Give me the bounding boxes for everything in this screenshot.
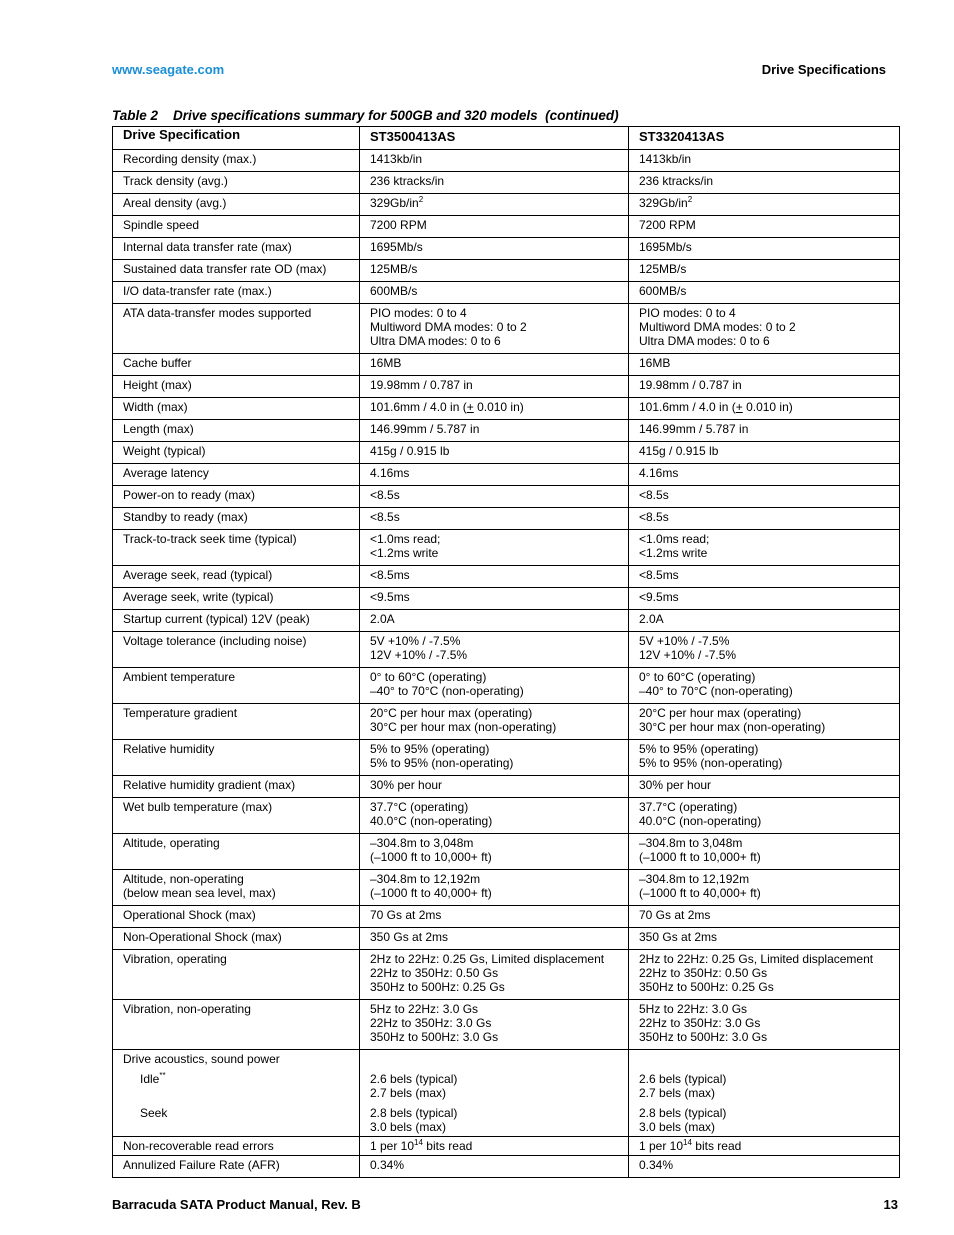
value-cell	[629, 704, 900, 740]
spec-cell: Width (max)	[113, 398, 360, 420]
value-cell	[360, 834, 629, 870]
table-row	[113, 906, 900, 928]
table-row	[113, 632, 900, 668]
column-header: ST3320413AS	[629, 127, 900, 150]
value-cell	[629, 150, 900, 172]
spec-cell	[113, 1050, 360, 1137]
spec-label: (below mean sea level, max)	[123, 886, 276, 900]
value-line: (–1000 ft to 40,000+ ft)	[370, 886, 492, 900]
value-text: <8.5s	[639, 488, 669, 502]
value-line: 5% to 95% (operating)	[639, 742, 759, 756]
value-cell	[629, 776, 900, 798]
seek-label: Seek	[140, 1106, 168, 1120]
value-line: 5V +10% / -7.5%	[370, 634, 461, 648]
value-line: 5V +10% / -7.5%	[639, 634, 730, 648]
spec-cell: Altitude, operating	[113, 834, 360, 870]
spec-cell: Average seek, write (typical)	[113, 588, 360, 610]
value-line: –304.8m to 3,048m	[639, 836, 743, 850]
value-cell	[629, 376, 900, 398]
table-row	[113, 1137, 900, 1156]
value-text: 600MB/s	[639, 284, 687, 298]
spec-cell: Length (max)	[113, 420, 360, 442]
value-cell	[629, 194, 900, 216]
value-cell	[360, 216, 629, 238]
value-cell	[360, 704, 629, 740]
value-line: <1.0ms read;	[370, 532, 441, 546]
table-caption: Table 2 Drive specifications summary for 500GB and 320 models (continued)	[112, 108, 619, 123]
value-text: 600MB/s	[370, 284, 418, 298]
value-cell	[360, 398, 629, 420]
value-line: 2.6 bels (typical)	[639, 1072, 727, 1086]
value-cell	[360, 566, 629, 588]
value-cell	[360, 238, 629, 260]
value-cell	[629, 834, 900, 870]
value-text: 415g / 0.915 lb	[639, 444, 719, 458]
value-line: <1.0ms read;	[639, 532, 710, 546]
column-header: Drive Specification	[113, 127, 360, 150]
spec-cell: Operational Shock (max)	[113, 906, 360, 928]
value-cell	[360, 442, 629, 464]
value-cell	[360, 632, 629, 668]
table-row	[113, 870, 900, 906]
value-line: 22Hz to 350Hz: 3.0 Gs	[370, 1016, 492, 1030]
table-row	[113, 420, 900, 442]
spec-cell: Internal data transfer rate (max)	[113, 238, 360, 260]
spec-cell: Temperature gradient	[113, 704, 360, 740]
value-text: 19.98mm / 0.787 in	[370, 378, 473, 392]
value-cell	[629, 928, 900, 950]
value-cell	[629, 566, 900, 588]
value-cell	[360, 464, 629, 486]
value-text: <8.5ms	[639, 568, 679, 582]
value-cell	[360, 906, 629, 928]
value-cell	[360, 172, 629, 194]
value-cell	[629, 486, 900, 508]
spec-cell: Non-recoverable read errors	[113, 1137, 360, 1156]
value-cell	[629, 172, 900, 194]
value-text: <9.5ms	[639, 590, 679, 604]
superscript: 2	[687, 195, 693, 204]
value-text: 1413kb/in	[370, 152, 423, 166]
value-text: 0.010 in)	[742, 400, 793, 414]
table-row	[113, 566, 900, 588]
value-cell	[629, 354, 900, 376]
spec-cell: Spindle speed	[113, 216, 360, 238]
value-line: 3.0 bels (max)	[639, 1120, 716, 1134]
value-line: Ultra DMA modes: 0 to 6	[639, 334, 770, 348]
value-text: 1413kb/in	[639, 152, 692, 166]
value-line: 37.7°C (operating)	[370, 800, 469, 814]
value-cell	[360, 588, 629, 610]
value-line: 5% to 95% (non-operating)	[639, 756, 783, 770]
value-cell	[629, 238, 900, 260]
value-cell	[629, 464, 900, 486]
section-title: Drive Specifications	[761, 62, 886, 77]
table-row	[113, 464, 900, 486]
table-row	[113, 486, 900, 508]
spec-cell: Cache buffer	[113, 354, 360, 376]
table-row	[113, 928, 900, 950]
value-cell: 1 per $10^{14}$ bits read	[360, 1137, 629, 1156]
spec-cell: Track density (avg.)	[113, 172, 360, 194]
value-text: 146.99mm / 5.787 in	[370, 422, 480, 436]
value-cell	[629, 304, 900, 354]
value-text: <8.5s	[370, 510, 400, 524]
table-row	[113, 1000, 900, 1050]
value-cell	[629, 632, 900, 668]
spec-cell: Non-Operational Shock (max)	[113, 928, 360, 950]
spec-cell: Height (max)	[113, 376, 360, 398]
value-cell	[629, 442, 900, 464]
value-cell	[360, 530, 629, 566]
spec-table	[112, 126, 900, 1178]
value-line: 20°C per hour max (operating)	[639, 706, 802, 720]
table-row	[113, 194, 900, 216]
value-line: 2.6 bels (typical)	[370, 1072, 458, 1086]
value-cell	[360, 668, 629, 704]
value-text: 146.99mm / 5.787 in	[639, 422, 749, 436]
value-cell: 1 per $10^{14}$ bits read	[629, 1137, 900, 1156]
value-cell	[360, 776, 629, 798]
value-line: 2.7 bels (max)	[370, 1086, 447, 1100]
value-line: 40.0°C (non-operating)	[370, 814, 493, 828]
value-line: Multiword DMA modes: 0 to 2	[639, 320, 796, 334]
value-cell	[629, 1050, 900, 1137]
value-text: 101.6mm / 4.0 in (	[639, 400, 736, 414]
value-line: Multiword DMA modes: 0 to 2	[370, 320, 527, 334]
spec-cell: Vibration, non-operating	[113, 1000, 360, 1050]
value-text: 19.98mm / 0.787 in	[639, 378, 742, 392]
value-text: 101.6mm / 4.0 in (	[370, 400, 467, 414]
value-text: 0.010 in)	[473, 400, 524, 414]
value-text: 30% per hour	[370, 778, 443, 792]
value-text: <8.5s	[370, 488, 400, 502]
spec-label: Altitude, non-operating	[123, 872, 244, 886]
value-text: 236 ktracks/in	[370, 174, 445, 188]
value-line: –304.8m to 12,192m	[639, 872, 750, 886]
value-text: 2.0A	[370, 612, 395, 626]
value-text: 70 Gs at 2ms	[370, 908, 442, 922]
table-row	[113, 798, 900, 834]
table-row	[113, 950, 900, 1000]
value-cell	[629, 398, 900, 420]
value-cell	[629, 420, 900, 442]
value-line: 5Hz to 22Hz: 3.0 Gs	[639, 1002, 748, 1016]
superscript: 2	[418, 195, 424, 204]
value-cell: 0.34%	[360, 1156, 629, 1178]
value-text: +	[735, 400, 743, 414]
value-line: 3.0 bels (max)	[370, 1120, 447, 1134]
spec-cell: I/O data-transfer rate (max.)	[113, 282, 360, 304]
table-row	[113, 304, 900, 354]
value-cell	[629, 216, 900, 238]
table-row	[113, 776, 900, 798]
value-line: 37.7°C (operating)	[639, 800, 738, 814]
table-row	[113, 398, 900, 420]
value-text: 1695Mb/s	[639, 240, 692, 254]
value-line: 350Hz to 500Hz: 0.25 Gs	[639, 980, 774, 994]
value-cell	[360, 508, 629, 530]
spec-cell: Average latency	[113, 464, 360, 486]
value-cell	[360, 870, 629, 906]
value-cell	[360, 376, 629, 398]
value-cell	[629, 530, 900, 566]
value-text: 236 ktracks/in	[639, 174, 714, 188]
table-row	[113, 282, 900, 304]
value-text: 350 Gs at 2ms	[370, 930, 449, 944]
footer-title: Barracuda SATA Product Manual, Rev. B	[112, 1197, 361, 1212]
website-link[interactable]: www.seagate.com	[112, 62, 225, 77]
value-cell	[629, 740, 900, 776]
table-row	[113, 238, 900, 260]
value-line: (–1000 ft to 40,000+ ft)	[639, 886, 761, 900]
value-text: 70 Gs at 2ms	[639, 908, 711, 922]
value-line: 5% to 95% (operating)	[370, 742, 490, 756]
table-row	[113, 376, 900, 398]
table-row	[113, 216, 900, 238]
value-cell	[629, 906, 900, 928]
page-number: 13	[883, 1197, 898, 1212]
value-text: 16MB	[370, 356, 402, 370]
value-cell	[629, 668, 900, 704]
value-line: –40° to 70°C (non-operating)	[639, 684, 793, 698]
value-cell	[360, 610, 629, 632]
table-row	[113, 610, 900, 632]
table-row	[113, 588, 900, 610]
spec-cell: Startup current (typical) 12V (peak)	[113, 610, 360, 632]
value-cell	[360, 260, 629, 282]
table-row	[113, 442, 900, 464]
value-text: 329Gb/in	[639, 196, 688, 210]
value-cell	[360, 282, 629, 304]
value-cell	[629, 1000, 900, 1050]
value-line: 22Hz to 350Hz: 0.50 Gs	[639, 966, 768, 980]
spec-cell: Sustained data transfer rate OD (max)	[113, 260, 360, 282]
table-row	[113, 740, 900, 776]
spec-label: Drive acoustics, sound power	[123, 1052, 280, 1066]
value-text: 30% per hour	[639, 778, 712, 792]
value-line: –304.8m to 12,192m	[370, 872, 481, 886]
value-cell	[629, 282, 900, 304]
value-line: 22Hz to 350Hz: 3.0 Gs	[639, 1016, 761, 1030]
value-cell	[360, 194, 629, 216]
column-header: ST3500413AS	[360, 127, 629, 150]
value-cell	[360, 150, 629, 172]
value-text: 350 Gs at 2ms	[639, 930, 718, 944]
table-header-row	[113, 127, 900, 150]
value-cell	[360, 1050, 629, 1137]
value-text: 329Gb/in	[370, 196, 419, 210]
value-cell	[360, 1000, 629, 1050]
value-line: PIO modes: 0 to 4	[639, 306, 736, 320]
value-cell	[629, 798, 900, 834]
value-cell	[629, 260, 900, 282]
value-line: 350Hz to 500Hz: 3.0 Gs	[370, 1030, 499, 1044]
value-line: 12V +10% / -7.5%	[370, 648, 468, 662]
idle-label: Idle**	[140, 1071, 166, 1086]
value-text: 125MB/s	[639, 262, 687, 276]
value-text: +	[466, 400, 474, 414]
value-cell	[360, 486, 629, 508]
value-cell	[629, 508, 900, 530]
value-text: 415g / 0.915 lb	[370, 444, 450, 458]
value-line: 0° to 60°C (operating)	[639, 670, 756, 684]
value-line: 350Hz to 500Hz: 3.0 Gs	[639, 1030, 768, 1044]
value-cell	[629, 950, 900, 1000]
value-cell	[360, 304, 629, 354]
table-row	[113, 354, 900, 376]
value-line: (–1000 ft to 10,000+ ft)	[370, 850, 492, 864]
value-cell	[360, 354, 629, 376]
value-line: 2.7 bels (max)	[639, 1086, 716, 1100]
spec-cell: ATA data-transfer modes supported	[113, 304, 360, 354]
value-line: 2.8 bels (typical)	[370, 1106, 458, 1120]
spec-cell: Weight (typical)	[113, 442, 360, 464]
value-cell	[360, 420, 629, 442]
spec-cell: Wet bulb temperature (max)	[113, 798, 360, 834]
value-text: <8.5s	[639, 510, 669, 524]
value-line: 30°C per hour max (non-operating)	[370, 720, 557, 734]
value-cell	[360, 950, 629, 1000]
value-line: 2Hz to 22Hz: 0.25 Gs, Limited displacement	[639, 952, 874, 966]
value-text: 16MB	[639, 356, 671, 370]
spec-cell: Recording density (max.)	[113, 150, 360, 172]
value-cell: 0.34%	[629, 1156, 900, 1178]
value-line: 350Hz to 500Hz: 0.25 Gs	[370, 980, 505, 994]
value-text: 4.16ms	[639, 466, 679, 480]
value-text: <9.5ms	[370, 590, 410, 604]
value-cell	[629, 870, 900, 906]
value-line: 2Hz to 22Hz: 0.25 Gs, Limited displacement	[370, 952, 605, 966]
table-row	[113, 834, 900, 870]
table-row	[113, 1156, 900, 1178]
value-text: 7200 RPM	[370, 218, 427, 232]
value-line: 22Hz to 350Hz: 0.50 Gs	[370, 966, 499, 980]
value-line: 0° to 60°C (operating)	[370, 670, 487, 684]
table-row	[113, 668, 900, 704]
spec-cell: Standby to ready (max)	[113, 508, 360, 530]
value-line: (–1000 ft to 10,000+ ft)	[639, 850, 761, 864]
value-text: 125MB/s	[370, 262, 418, 276]
value-text: 7200 RPM	[639, 218, 696, 232]
spec-cell: Vibration, operating	[113, 950, 360, 1000]
value-cell	[360, 798, 629, 834]
value-line: PIO modes: 0 to 4	[370, 306, 467, 320]
spec-cell: Areal density (avg.)	[113, 194, 360, 216]
spec-cell: Voltage tolerance (including noise)	[113, 632, 360, 668]
value-line: 12V +10% / -7.5%	[639, 648, 737, 662]
spec-cell: Power-on to ready (max)	[113, 486, 360, 508]
value-line: –40° to 70°C (non-operating)	[370, 684, 524, 698]
value-line: 30°C per hour max (non-operating)	[639, 720, 826, 734]
table-row	[113, 150, 900, 172]
table-row	[113, 530, 900, 566]
value-text: 2.0A	[639, 612, 664, 626]
value-line: 40.0°C (non-operating)	[639, 814, 762, 828]
value-line: –304.8m to 3,048m	[370, 836, 474, 850]
spec-cell: Average seek, read (typical)	[113, 566, 360, 588]
value-cell	[360, 928, 629, 950]
spec-cell: Relative humidity	[113, 740, 360, 776]
value-cell	[360, 740, 629, 776]
table-row	[113, 172, 900, 194]
value-cell	[629, 610, 900, 632]
value-line: 20°C per hour max (operating)	[370, 706, 533, 720]
table-row	[113, 260, 900, 282]
value-text: 1695Mb/s	[370, 240, 423, 254]
table-row-acoustics	[113, 1050, 900, 1137]
value-line: <1.2ms write	[370, 546, 439, 560]
spec-cell	[113, 870, 360, 906]
value-text: 4.16ms	[370, 466, 410, 480]
table-row	[113, 508, 900, 530]
value-line: 5Hz to 22Hz: 3.0 Gs	[370, 1002, 479, 1016]
value-line: 2.8 bels (typical)	[639, 1106, 727, 1120]
value-line: Ultra DMA modes: 0 to 6	[370, 334, 501, 348]
value-line: 5% to 95% (non-operating)	[370, 756, 514, 770]
spec-cell: Annulized Failure Rate (AFR)	[113, 1156, 360, 1178]
spec-cell: Track-to-track seek time (typical)	[113, 530, 360, 566]
value-cell	[629, 588, 900, 610]
value-line: <1.2ms write	[639, 546, 708, 560]
spec-cell: Relative humidity gradient (max)	[113, 776, 360, 798]
table-row	[113, 704, 900, 740]
value-text: <8.5ms	[370, 568, 410, 582]
spec-cell: Ambient temperature	[113, 668, 360, 704]
